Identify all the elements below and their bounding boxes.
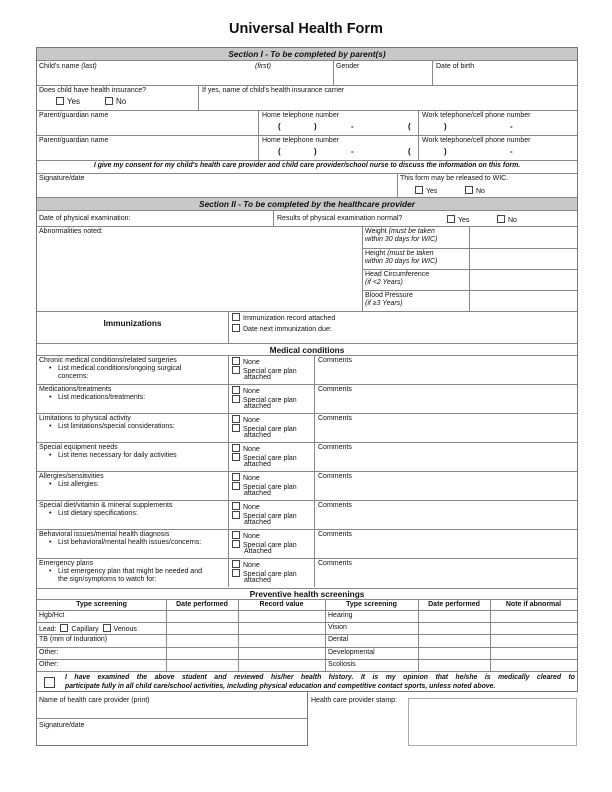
divider	[37, 384, 577, 385]
care-plan-attached-label: attached	[244, 461, 271, 468]
condition-title: Medications/treatments	[39, 386, 112, 393]
guardian2-home-phone-field[interactable]	[260, 146, 417, 159]
divider	[228, 311, 229, 343]
note-abnormal-field[interactable]	[491, 623, 576, 633]
exam-no-checkbox[interactable]	[497, 215, 505, 223]
comments-field[interactable]	[316, 452, 576, 470]
none-checkbox[interactable]	[232, 357, 240, 365]
provider-name-field[interactable]	[38, 706, 306, 717]
divider	[37, 413, 577, 414]
record-value-field[interactable]	[239, 648, 324, 658]
divider	[228, 471, 229, 500]
divider	[314, 558, 315, 587]
gender-label: Gender	[336, 63, 360, 70]
screening-type-left: Hgb/Hct	[39, 612, 65, 619]
none-label: None	[243, 533, 260, 540]
screening-type-left: Other:	[39, 661, 59, 668]
wic-no-checkbox[interactable]	[465, 186, 473, 194]
care-plan-label: Special care plan	[243, 368, 297, 375]
guardian2-work-label: Work telephone/cell phone number	[422, 137, 531, 144]
care-plan-label: Special care plan	[243, 455, 297, 462]
care-plan-attached-label: attached	[244, 519, 271, 526]
condition-title: Special equipment needs	[39, 444, 118, 451]
date-performed-field-2[interactable]	[419, 623, 489, 633]
signature-label: Signature/date	[39, 175, 85, 182]
divider	[397, 173, 398, 197]
record-value-field[interactable]	[239, 623, 324, 633]
comments-field[interactable]	[316, 568, 576, 586]
none-checkbox[interactable]	[232, 502, 240, 510]
comments-label: Comments	[318, 444, 352, 451]
divider	[228, 384, 229, 413]
divider	[37, 355, 577, 356]
attestation-text	[65, 673, 575, 691]
paren-open: (	[278, 147, 281, 156]
none-checkbox[interactable]	[232, 415, 240, 423]
screening-type-left: Other:	[39, 649, 59, 656]
medical-conditions-header: Medical conditions	[269, 345, 345, 355]
screening-type-right: Developmental	[328, 649, 375, 656]
none-checkbox[interactable]	[232, 444, 240, 452]
care-plan-checkbox[interactable]	[232, 569, 240, 577]
guardian2-name-label: Parent/guardian name	[39, 137, 109, 144]
consent-statement: I give my consent for my child's health care provider and child care provider/school nurse to discuss the information on this form.	[93, 162, 521, 169]
phone-dash: -	[510, 147, 513, 156]
care-plan-label: Special care plan	[243, 571, 297, 578]
venous-checkbox[interactable]	[103, 624, 111, 632]
date-performed-field[interactable]	[167, 623, 237, 633]
comments-label: Comments	[318, 357, 352, 364]
note-abnormal-field[interactable]	[491, 635, 576, 645]
record-value-field[interactable]	[239, 635, 324, 645]
no-label: No	[116, 97, 127, 106]
care-plan-checkbox[interactable]	[232, 366, 240, 374]
capillary-checkbox[interactable]	[60, 624, 68, 632]
care-plan-label: Special care plan	[243, 426, 297, 433]
none-checkbox[interactable]	[232, 531, 240, 539]
none-label: None	[243, 446, 260, 453]
comments-field[interactable]	[316, 510, 576, 528]
condition-bullet-cont: the sign/symptoms to watch for:	[58, 576, 157, 583]
attestation-line1: I have examined the above student and reviewed his/her health history. It is my opinion that he/she is medically cleared to	[65, 674, 575, 681]
condition-title: Special diet/vitamin & mineral supplements	[39, 502, 173, 509]
care-plan-label: Special care plan	[243, 397, 297, 404]
first-name-label: (first)	[255, 63, 271, 70]
care-plan-attached-label: Attached	[244, 548, 272, 555]
height-label: Height (must be taken within 30 days for WIC)	[365, 250, 438, 265]
divider	[37, 173, 577, 174]
divider	[228, 442, 229, 471]
child-name-field[interactable]	[37, 71, 332, 84]
comments-field[interactable]	[316, 365, 576, 383]
condition-bullet: • List items necessary for daily activities	[58, 452, 177, 460]
none-label: None	[243, 359, 260, 366]
divider	[37, 671, 577, 672]
condition-bullet: • List emergency plan that might be needed and	[58, 568, 202, 576]
screening-type-right: Dental	[328, 636, 349, 643]
care-plan-attached-label: attached	[244, 490, 271, 497]
provider-signature-field[interactable]	[38, 731, 306, 744]
child-name-label: Child's name (last)	[39, 63, 97, 70]
divider	[418, 110, 419, 160]
exam-normal-label: Results of physical examination normal?	[277, 215, 403, 222]
weight-field[interactable]	[471, 227, 576, 247]
care-plan-attached-label: attached	[244, 432, 271, 439]
guardian1-home-label: Home telephone number	[262, 112, 340, 119]
care-plan-attached-label: attached	[244, 374, 271, 381]
divider	[37, 558, 577, 559]
yes-label: Yes	[458, 217, 470, 224]
condition-title: Allergies/sensitivities	[39, 473, 104, 480]
comments-label: Comments	[318, 473, 352, 480]
col-record-value: Record value	[259, 601, 304, 608]
condition-bullet: • List behavioral/mental health issues/concerns:	[58, 539, 201, 547]
gender-field[interactable]	[334, 71, 431, 84]
guardian1-name-field[interactable]	[38, 121, 257, 134]
paren-open: (	[278, 122, 281, 131]
divider	[228, 500, 229, 529]
dob-label: Date of birth	[436, 63, 475, 70]
col-type-screening-2: Type screening	[346, 601, 397, 608]
comments-label: Comments	[318, 415, 352, 422]
height-field[interactable]	[471, 249, 576, 268]
wic-label: This form may be released to WIC.	[400, 175, 509, 182]
screening-type-right: Hearing	[328, 612, 353, 619]
exam-yes-checkbox[interactable]	[447, 215, 455, 223]
page-title: Universal Health Form	[229, 21, 383, 37]
attestation-line2: participate fully in all child care/school activities, including physical education and competitive contact sports, unless noted above.	[65, 683, 496, 690]
dob-field[interactable]	[433, 71, 576, 84]
wic-yes-checkbox[interactable]	[415, 186, 423, 194]
divider	[314, 384, 315, 413]
divider	[37, 85, 577, 86]
divider	[314, 500, 315, 529]
paren-open: (	[408, 147, 411, 156]
divider	[258, 110, 259, 160]
section1-header: Section I - To be completed by parent(s)	[37, 48, 577, 61]
wic-no-option[interactable]	[465, 186, 485, 196]
divider	[273, 211, 274, 226]
exam-date-label: Date of physical examination:	[39, 215, 131, 222]
comments-field[interactable]	[316, 423, 576, 441]
wic-yes-option[interactable]	[415, 186, 437, 196]
condition-bullet: • List limitations/special considerations:	[58, 423, 175, 431]
venous-label: Venous	[113, 626, 137, 633]
none-label: None	[243, 562, 260, 569]
date-performed-field-2[interactable]	[419, 635, 489, 645]
paren-close: )	[444, 147, 447, 156]
guardian1-home-phone-field[interactable]	[260, 121, 417, 134]
none-checkbox[interactable]	[232, 560, 240, 568]
insurance-yes-option[interactable]	[56, 97, 80, 107]
guardian1-work-label: Work telephone/cell phone number	[422, 112, 531, 119]
carrier-label: If yes, name of child's health insurance carrier	[202, 87, 345, 94]
condition-bullet-cont: concerns:	[58, 373, 89, 380]
divider	[37, 599, 577, 600]
attestation-checkbox[interactable]	[44, 677, 55, 688]
head-circumference-label: Head Circumference (if <2 Years)	[365, 271, 430, 286]
paren-open: (	[408, 122, 411, 131]
record-value-field[interactable]	[239, 660, 324, 670]
none-label: None	[243, 388, 260, 395]
note-abnormal-field[interactable]	[491, 660, 576, 670]
guardian2-work-phone-field[interactable]	[420, 146, 576, 159]
date-performed-field[interactable]	[167, 611, 237, 621]
condition-title: Chronic medical conditions/related surgeries	[39, 357, 177, 364]
divider	[37, 471, 577, 472]
immunization-record-label: Immunization record attached	[243, 315, 336, 322]
comments-field[interactable]	[316, 481, 576, 499]
comments-label: Comments	[318, 502, 352, 509]
comments-label: Comments	[318, 531, 352, 538]
provider-signature-label: Signature/date	[39, 722, 85, 729]
screening-type-right: Scoliosis	[328, 661, 356, 668]
guardian1-work-phone-field[interactable]	[420, 121, 576, 134]
record-value-field[interactable]	[239, 611, 324, 621]
divider	[37, 718, 307, 719]
no-label: No	[508, 217, 517, 224]
comments-field[interactable]	[316, 394, 576, 412]
condition-bullet: • List allergies:	[58, 481, 99, 489]
care-plan-checkbox[interactable]	[232, 482, 240, 490]
comments-field[interactable]	[316, 539, 576, 557]
col-type-screening: Type screening	[76, 601, 127, 608]
none-label: None	[243, 475, 260, 482]
yes-label: Yes	[67, 97, 81, 106]
condition-bullet: • List medical conditions/ongoing surgical	[58, 365, 181, 373]
none-label: None	[243, 417, 260, 424]
next-immunization-option[interactable]	[232, 324, 332, 334]
date-performed-field-2[interactable]	[419, 648, 489, 658]
screening-type-right: Vision	[328, 624, 347, 631]
exam-normal-yes-option[interactable]	[447, 215, 469, 225]
divider	[37, 110, 577, 111]
guardian1-name-label: Parent/guardian name	[39, 112, 109, 119]
immunization-record-checkbox[interactable]	[232, 313, 240, 321]
divider	[37, 311, 577, 312]
capillary-label: Capillary	[71, 626, 99, 633]
abnormalities-field[interactable]	[38, 237, 360, 309]
none-checkbox[interactable]	[232, 386, 240, 394]
provider-name-label: Name of health care provider (print)	[39, 697, 150, 704]
exam-date-field[interactable]	[140, 212, 270, 225]
care-plan-label: Special care plan	[243, 484, 297, 491]
weight-label: Weight (must be taken within 30 days for WIC)	[365, 228, 438, 243]
screenings-header: Preventive health screenings	[249, 589, 365, 599]
paren-close: )	[444, 122, 447, 131]
care-plan-label: Special care plan	[243, 542, 297, 549]
care-plan-checkbox[interactable]	[232, 395, 240, 403]
yes-label: Yes	[426, 188, 438, 195]
divider	[198, 85, 199, 110]
none-label: None	[243, 504, 260, 511]
phone-dash: -	[351, 147, 354, 156]
divider	[37, 529, 577, 530]
care-plan-attached-label: attached	[244, 577, 271, 584]
next-immunization-checkbox[interactable]	[232, 324, 240, 332]
divider	[314, 413, 315, 442]
care-plan-checkbox[interactable]	[232, 511, 240, 519]
col-date-performed: Date performed	[176, 601, 228, 608]
no-label: No	[476, 188, 485, 195]
screening-type-left: TB (mm of Induration)	[39, 636, 108, 643]
divider	[37, 500, 577, 501]
next-immunization-label: Date next immunization due:	[243, 326, 332, 333]
note-abnormal-field[interactable]	[491, 611, 576, 621]
provider-stamp-box[interactable]	[408, 698, 577, 746]
date-performed-field-2[interactable]	[419, 611, 489, 621]
divider	[314, 442, 315, 471]
divider	[228, 413, 229, 442]
guardian2-name-field[interactable]	[38, 146, 257, 159]
col-note-abnormal: Note if abnormal	[505, 601, 562, 608]
abnormalities-label: Abnormalities noted:	[39, 228, 103, 235]
note-abnormal-field[interactable]	[491, 648, 576, 658]
col-date-performed-2: Date performed	[428, 601, 480, 608]
comments-label: Comments	[318, 560, 352, 567]
exam-normal-no-option[interactable]	[497, 215, 517, 225]
immunization-record-option[interactable]	[232, 313, 335, 323]
paren-close: )	[314, 147, 317, 156]
insurance-no-checkbox[interactable]	[105, 97, 113, 105]
divider	[314, 471, 315, 500]
insurance-no-option[interactable]	[105, 97, 126, 107]
divider	[37, 442, 577, 443]
divider	[228, 558, 229, 587]
condition-title: Emergency plans	[39, 560, 94, 567]
divider	[37, 160, 577, 161]
date-performed-field[interactable]	[167, 635, 237, 645]
parent-signature-field[interactable]	[38, 184, 395, 197]
divider	[37, 135, 577, 136]
insurance-yes-checkbox[interactable]	[56, 97, 64, 105]
head-circumference-field[interactable]	[471, 270, 576, 289]
condition-title: Limitations to physical activity	[39, 415, 131, 422]
guardian2-home-label: Home telephone number	[262, 137, 340, 144]
section2-header: Section II - To be completed by the healthcare provider	[37, 198, 577, 211]
divider	[314, 529, 315, 558]
divider	[228, 355, 229, 384]
condition-bullet: • List dietary specifications:	[58, 510, 138, 518]
date-performed-field[interactable]	[167, 660, 237, 670]
paren-close: )	[314, 122, 317, 131]
screening-lead	[39, 624, 137, 634]
care-plan-attached-label: attached	[244, 403, 271, 410]
blood-pressure-field[interactable]	[471, 291, 576, 310]
care-plan-checkbox[interactable]	[232, 453, 240, 461]
provider-stamp-label: Health care provider stamp:	[311, 697, 397, 704]
date-performed-field[interactable]	[167, 648, 237, 658]
care-plan-label: Special care plan	[243, 513, 297, 520]
condition-title: Behavioral issues/mental health diagnosis	[39, 531, 170, 538]
date-performed-field-2[interactable]	[419, 660, 489, 670]
none-checkbox[interactable]	[232, 473, 240, 481]
divider	[228, 529, 229, 558]
comments-label: Comments	[318, 386, 352, 393]
phone-dash: -	[351, 122, 354, 131]
blood-pressure-label: Blood Pressure (if ≥3 Years)	[365, 292, 413, 307]
condition-bullet: • List medications/treatments:	[58, 394, 145, 402]
lead-label: Lead:	[39, 626, 57, 633]
immunizations-label: Immunizations	[103, 318, 162, 328]
divider	[37, 343, 577, 344]
phone-dash: -	[510, 122, 513, 131]
divider	[314, 355, 315, 384]
carrier-field[interactable]	[200, 96, 576, 109]
care-plan-checkbox[interactable]	[232, 540, 240, 548]
care-plan-checkbox[interactable]	[232, 424, 240, 432]
insurance-question: Does child have health insurance?	[39, 87, 147, 94]
